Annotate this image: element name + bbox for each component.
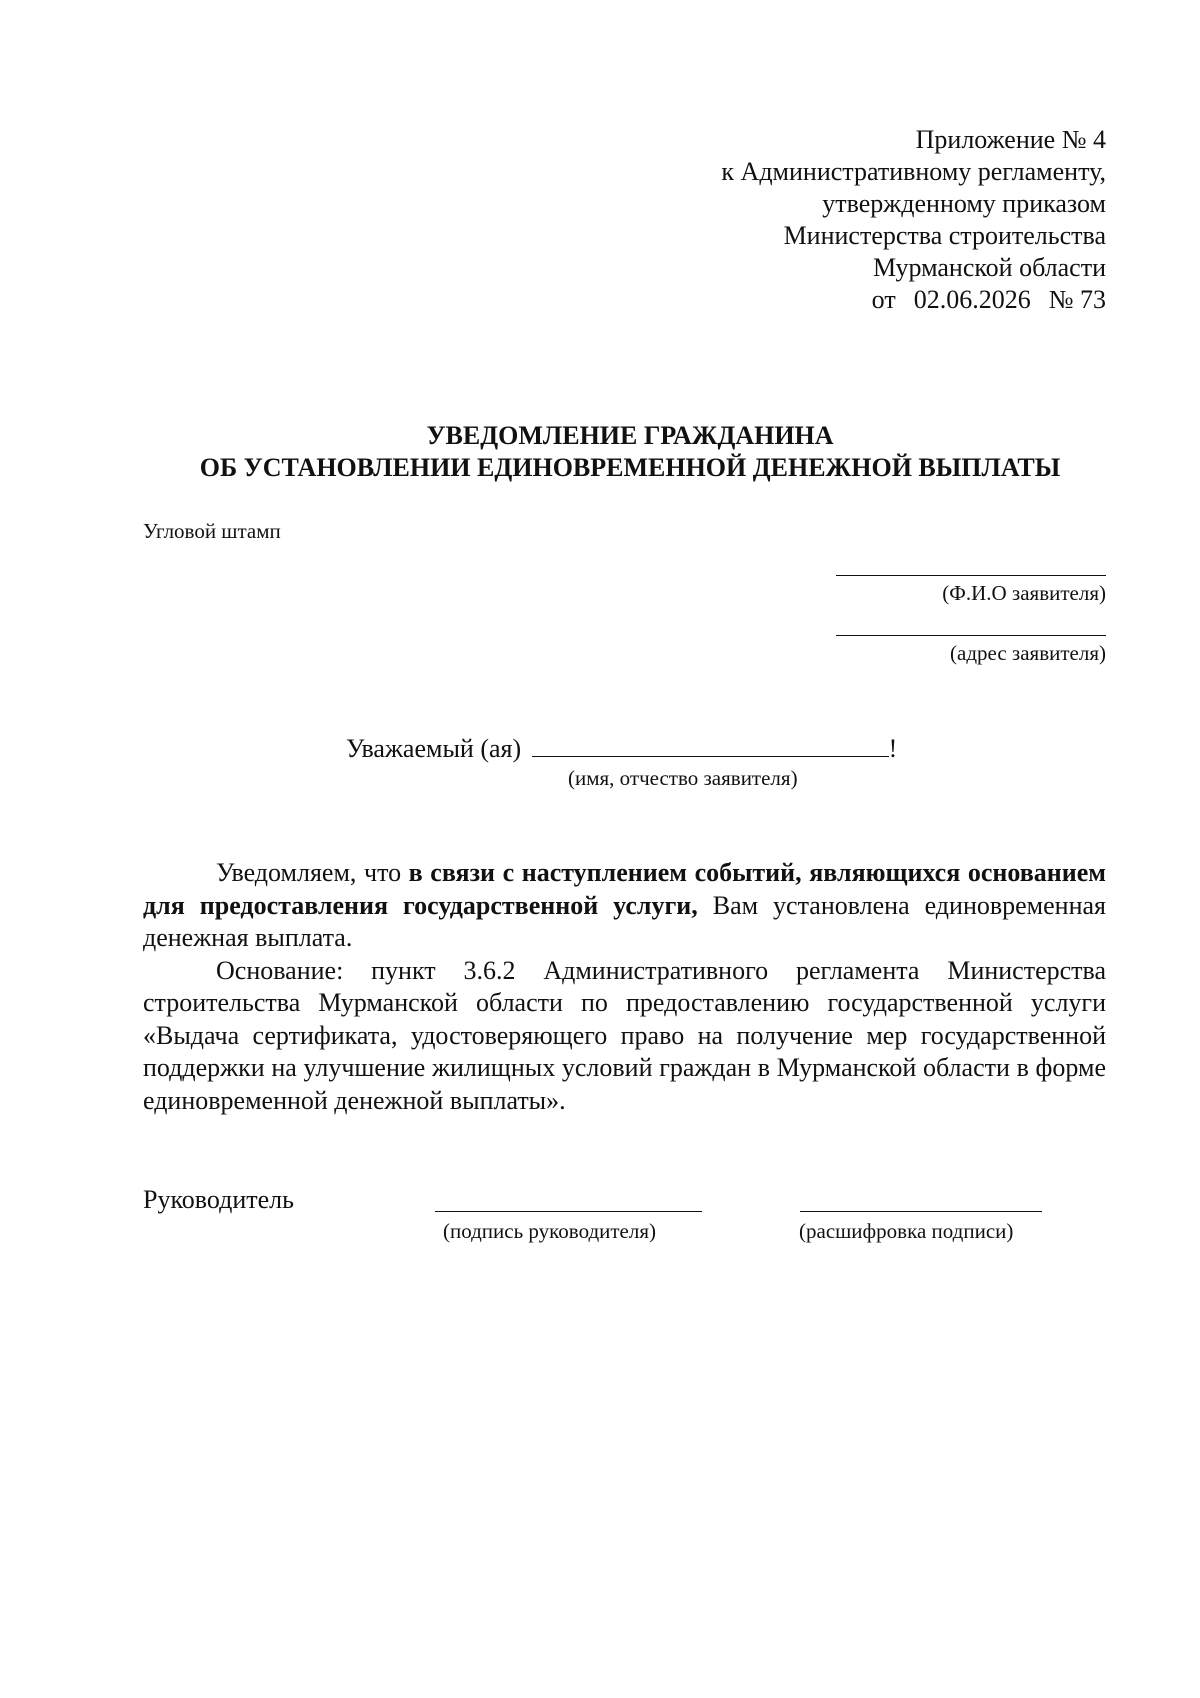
title-line-2: ОБ УСТАНОВЛЕНИИ ЕДИНОВРЕМЕННОЙ ДЕНЕЖНОЙ ВЫПЛАТЫ: [199, 453, 1061, 482]
appendix-number: Приложение № 4: [915, 125, 1106, 154]
body-paragraph-1: [143, 857, 1106, 955]
appendix-date-prefix: от: [871, 285, 896, 314]
recipient-address-caption: (адрес заявителя): [950, 641, 1106, 665]
body-paragraph-2: Основание: пункт 3.6.2 Административного регламента Министерства строительства Мурманской области по предоставлению государственной услуги «Выдача сертификата, удостоверяющего право на получение мер государственной поддержки на улучшение жилищных условий граждан в Мурманской области в форме единовременной денежной выплаты».: [143, 955, 1106, 1115]
document-body: [143, 857, 1106, 1117]
decoding-line: [800, 1210, 1042, 1212]
greeting-prefix: Уважаемый (ая): [346, 734, 522, 763]
appendix-ministry: Министерства строительства: [783, 221, 1106, 250]
signature-caption: (подпись руководителя): [443, 1219, 657, 1243]
recipient-address-block: [806, 634, 1106, 666]
recipient-address-line: [836, 634, 1106, 636]
appendix-date: 02.06.2026: [913, 285, 1031, 314]
appendix-order-number: № 73: [1048, 285, 1106, 314]
appendix-region: Мурманской области: [873, 253, 1106, 282]
greeting-suffix: !: [888, 734, 898, 763]
decoding-caption: (расшифровка подписи): [799, 1219, 1014, 1243]
recipient-name-block: [806, 574, 1106, 606]
appendix-header: [506, 124, 1106, 316]
document-title: [0, 420, 1200, 484]
appendix-date-line: [506, 284, 1106, 316]
greeting-name-blank: [532, 732, 889, 757]
corner-stamp-label: Угловой штамп: [143, 519, 281, 543]
body-p1-bold: в связи с наступлением событий, являющихся основанием для предоставления государственной услуги,: [143, 858, 1106, 920]
body-p1-start: Уведомляем, что: [216, 858, 409, 887]
signature-label: Руководитель: [143, 1185, 294, 1214]
signature-line: [435, 1210, 702, 1212]
greeting-caption: (имя, отчество заявителя): [568, 766, 798, 790]
body-p1-end: Вам установлена единовременная денежная выплата.: [143, 890, 1106, 952]
recipient-name-caption: (Ф.И.О заявителя): [942, 581, 1106, 605]
recipient-name-line: [836, 574, 1106, 576]
appendix-approved-by: утвержденному приказом: [822, 189, 1106, 218]
appendix-reference: к Административному регламенту,: [721, 157, 1106, 186]
greeting: [346, 732, 897, 765]
title-line-1: УВЕДОМЛЕНИЕ ГРАЖДАНИНА: [426, 421, 834, 450]
